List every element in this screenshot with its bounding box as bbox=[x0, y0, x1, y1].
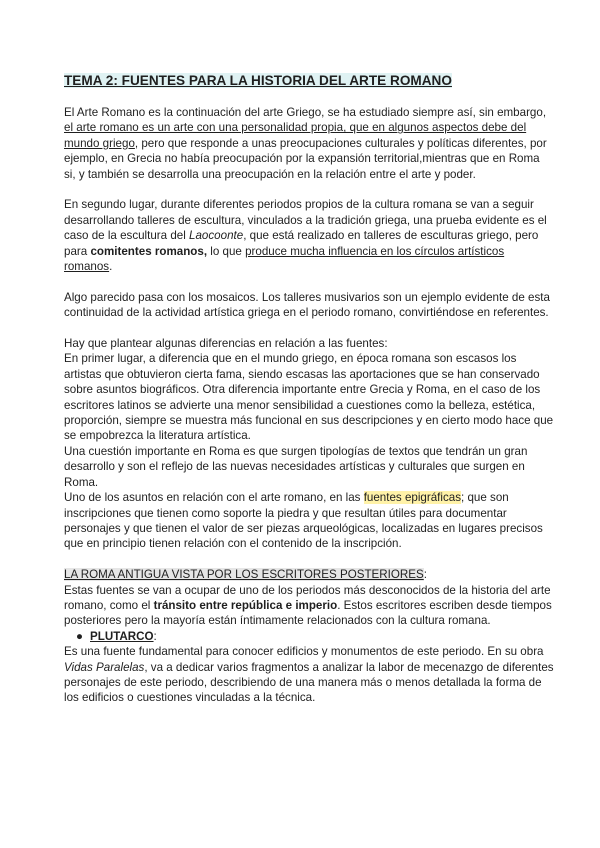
spacer bbox=[64, 274, 554, 289]
spacer bbox=[64, 552, 554, 567]
paragraph-3: Algo parecido pasa con los mosaicos. Los talleres musivarios son un ejemplo evidente de esta continuidad de la actividad artística griega en el periodo romano, convirtiéndose en referentes. bbox=[64, 290, 550, 320]
paragraph-6: Una cuestión importante en Roma es que surgen tipologías de textos que tendrán un gran desarrollo y son el reflejo de las nuevas necesidades artísticas y culturales que surgen en Roma. bbox=[64, 444, 528, 489]
paragraph-1: El Arte Romano es la continuación del arte Griego, se ha estudiado siempre así, sin embargo, el arte romano es un arte con una personalidad propia, que en algunos aspectos debe del mundo griego, pero que responde a unas preocupaciones culturales y políticas diferentes, por ejemplo, en Grecia no había preocupación por la expansión territorial,mientras que en Roma si, y también se desarrolla una preocupación en la relación entre el arte y poder. bbox=[64, 106, 547, 181]
spacer bbox=[64, 182, 554, 197]
paragraph-4: Hay que plantear algunas diferencias en relación a las fuentes: bbox=[64, 337, 388, 351]
spacer bbox=[64, 321, 554, 336]
section-paragraph-2: Es una fuente fundamental para conocer edificios y monumentos de este periodo. En su obra Vidas Paralelas, va a dedicar varios fragmentos a analizar la labor de mecenazgo de diferentes personajes de este periodo, describiendo de una manera más o menos detallada la forma de los edificios o cuestiones vinculadas a la técnica. bbox=[64, 645, 554, 705]
bullet-icon: ● bbox=[76, 629, 84, 643]
bullet-list bbox=[64, 629, 554, 644]
paragraph-5: En primer lugar, a diferencia que en el mundo griego, en época romana son escasos los artistas que obtuvieron cierta fama, siendo escasas las aportaciones que se han conservado sobre asuntos biográficos. Otra diferencia importante entre Grecia y Roma, en el caso de los escritores latinos se advierte una menor sensibilidad a cuestiones como la belleza, estética, proporción, siempre se muestra más funcional en sus descripciones y en cierto modo hace que se empobrezca la literatura artística. bbox=[64, 352, 554, 443]
highlighted-term: fuentes epigráficas bbox=[363, 491, 462, 505]
document-title: TEMA 2: FUENTES PARA LA HISTORIA DEL ARTE ROMANO bbox=[64, 73, 452, 88]
section-paragraph-1: Estas fuentes se van a ocupar de uno de los periodos más desconocidos de la historia del arte romano, como el tránsito entre república e imperio. Estos escritores escriben desde tiempos posteriores pero la mayoría están íntimamente relacionados con la cultura romana. bbox=[64, 583, 552, 628]
paragraph-2: En segundo lugar, durante diferentes periodos propios de la cultura romana se van a seguir desarrollando talleres de escultura, vinculados a la tradición griega, una prueba evidente es el caso de la escultura del Laocoonte, que está realizado en talleres de esculturas griego, pero para comitentes romanos, lo que produce mucha influencia en los círculos artísticos romanos. bbox=[64, 198, 547, 274]
list-item: ● PLUTARCO: bbox=[76, 629, 157, 643]
document-body bbox=[64, 72, 554, 706]
paragraph-7: Uno de los asuntos en relación con el arte romano, en las fuentes epigráficas; que son inscripciones que tienen como soporte la piedra y que resultan útiles para documentar personajes y que tienen el valor de ser piezas arqueológicas, localizadas en lugares precisos que en principio tienen relación con el contenido de la inscripción. bbox=[64, 491, 543, 551]
section-heading: LA ROMA ANTIGUA VISTA POR LOS ESCRITORES POSTERIORES: bbox=[64, 568, 427, 582]
